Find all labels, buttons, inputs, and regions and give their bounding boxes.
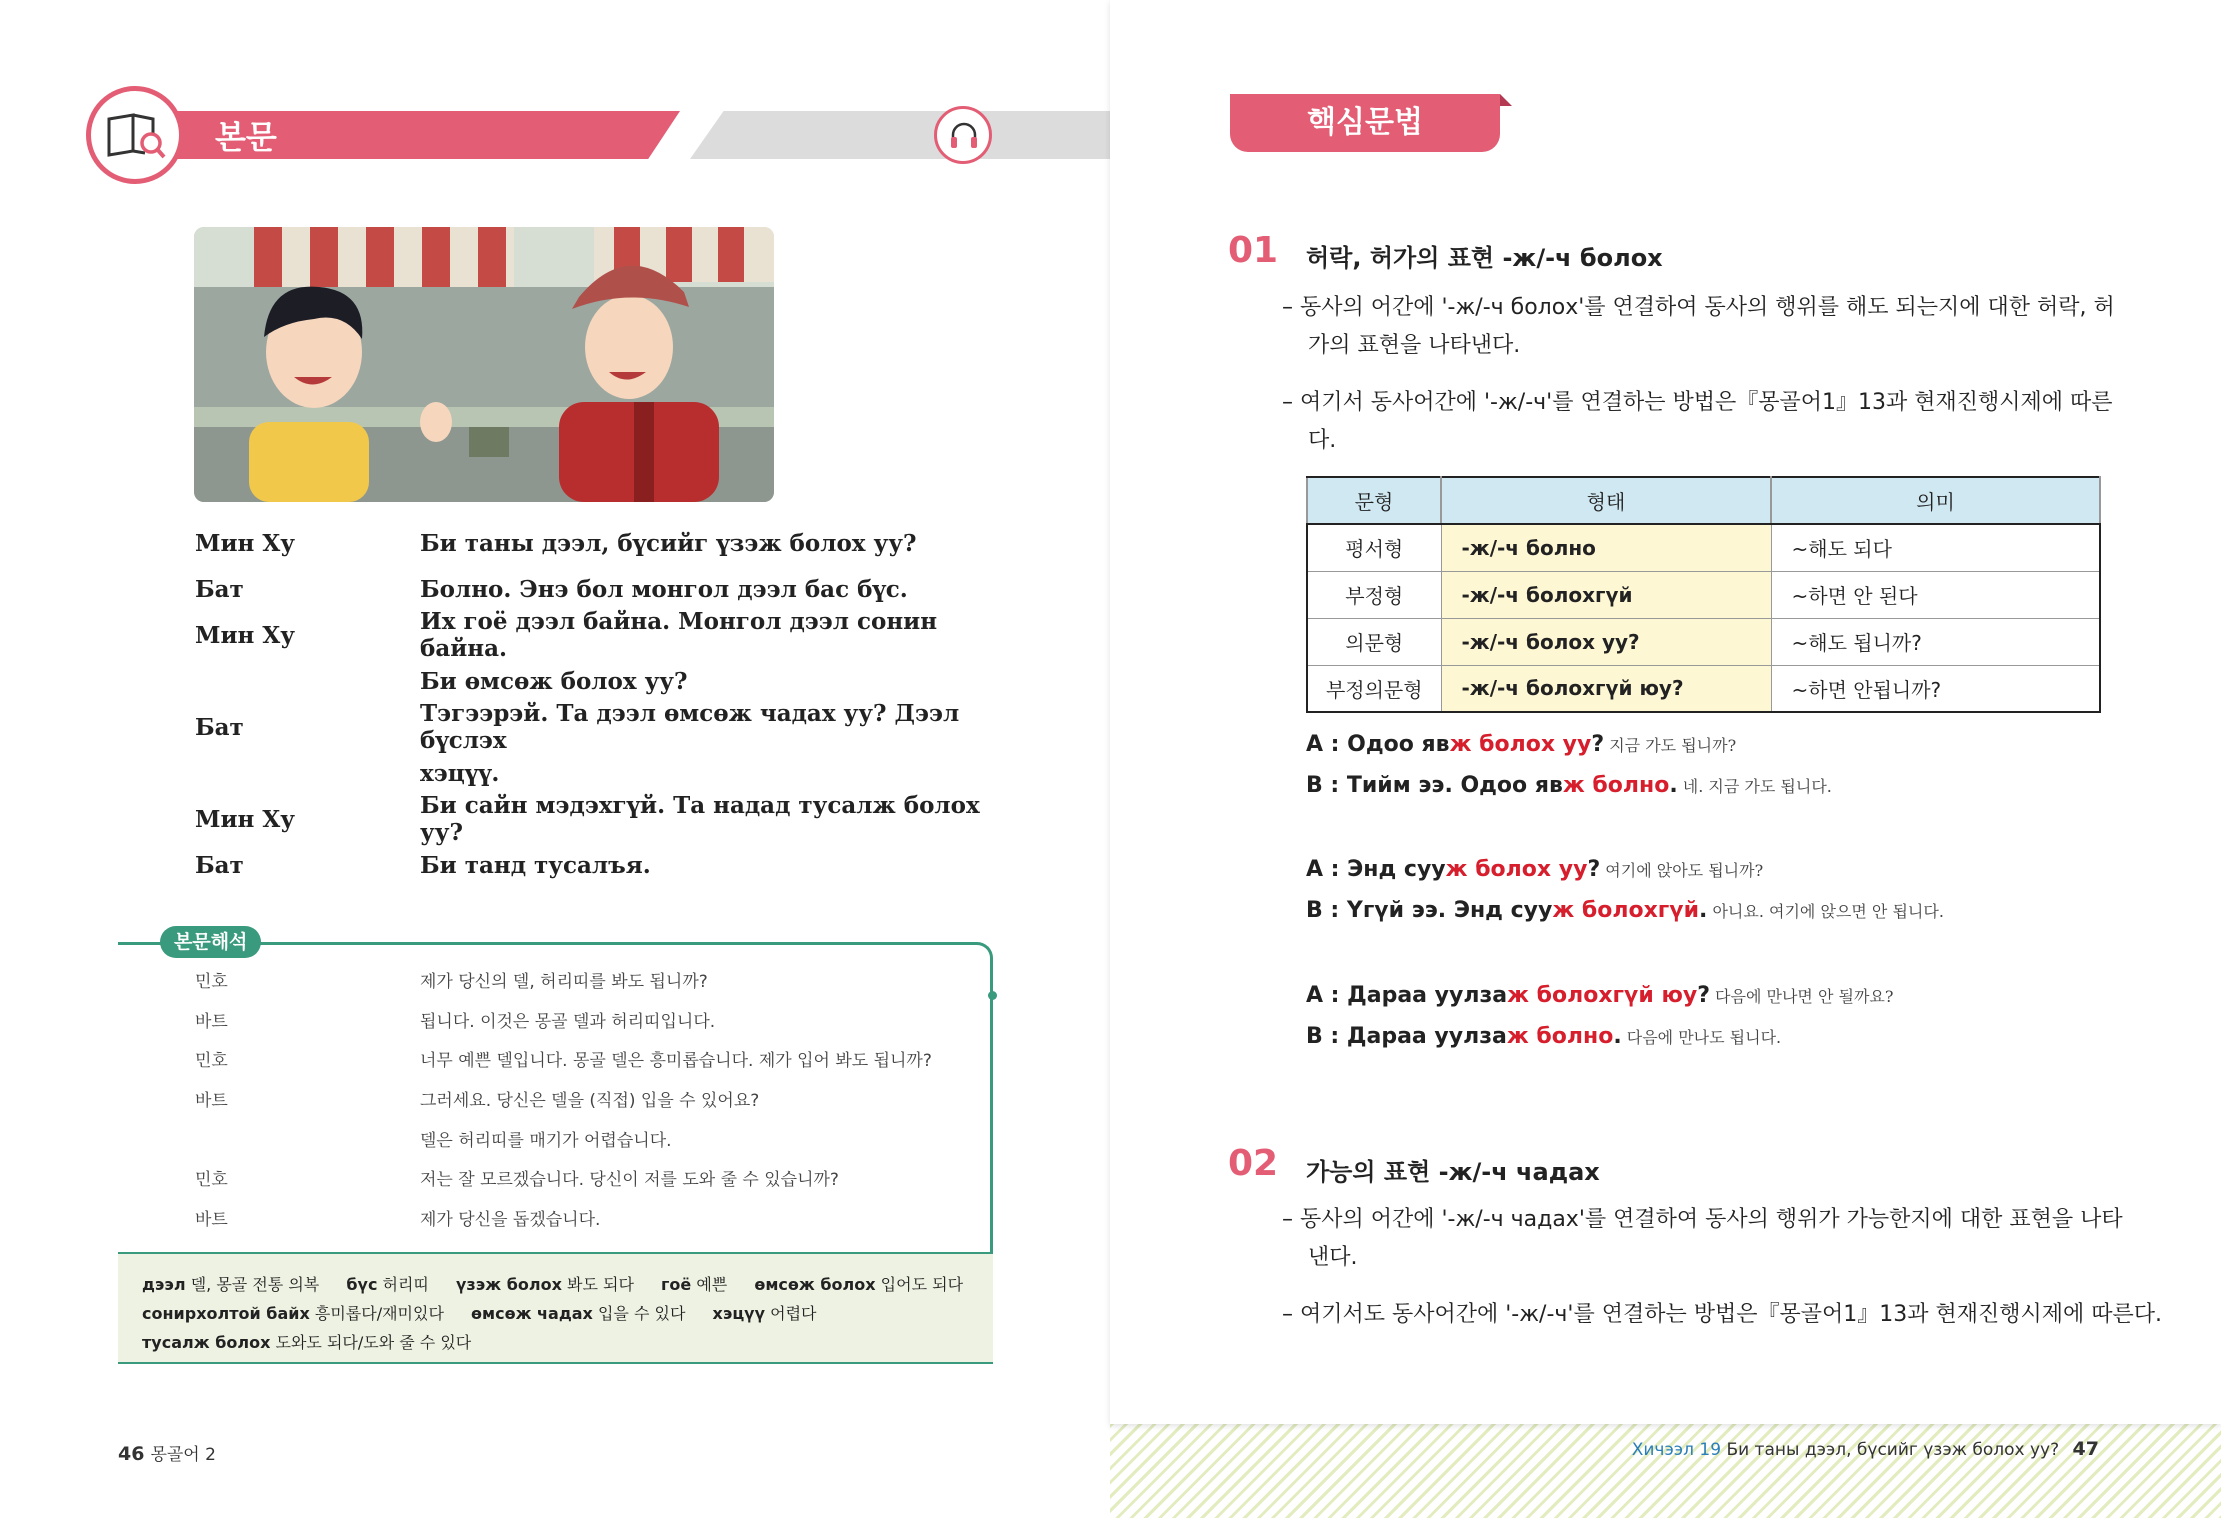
- section-title: 허락, 허가의 표현 -ж/-ч болох: [1306, 244, 1663, 272]
- vocab-meaning: 봐도 되다: [567, 1275, 634, 1294]
- example-text: A : Дараа уулза: [1306, 983, 1508, 1008]
- dialogue-line: Би таны дээл, бүсийг үзэж болох уу?: [420, 529, 917, 557]
- example-text: B : Үгүй ээ. Энд суу: [1306, 898, 1553, 923]
- vocab-word: өмсөж болох: [754, 1275, 876, 1294]
- vocab-meaning: 입어도 되다: [880, 1275, 964, 1294]
- speaker: 민호: [195, 1051, 228, 1072]
- table-cell: 부정의문형: [1307, 665, 1441, 712]
- speaker: Бат: [195, 851, 244, 879]
- grammar-panel: [1110, 0, 2221, 1424]
- example-line: [1306, 1024, 1781, 1049]
- example-translation: 다음에 만나면 안 될까요?: [1709, 987, 1894, 1006]
- table-row: [1307, 665, 2100, 712]
- dialogue-illustration: [194, 227, 774, 502]
- example-translation: 아니요. 여기에 앉으면 안 됩니다.: [1707, 902, 1944, 921]
- translation-line: 제가 당신을 돕겠습니다.: [420, 1209, 601, 1230]
- speaker: Бат: [195, 575, 244, 603]
- paragraph: [1282, 289, 2212, 365]
- dialogue-line: Би өмсөж болох уу?: [420, 667, 688, 695]
- header-gray-band: [690, 111, 1110, 159]
- vocab-meaning: 도와도 되다/도와 줄 수 있다: [275, 1333, 472, 1352]
- vocab-line: [142, 1299, 969, 1328]
- table-cell: -ж/-ч болохгүй: [1441, 571, 1771, 618]
- translation-row: [195, 1079, 995, 1119]
- table-header: 문형: [1307, 477, 1441, 524]
- table-cell: ~하면 안됩니까?: [1771, 665, 2100, 712]
- translation-row: [195, 1198, 995, 1238]
- translation-list: [195, 960, 995, 1237]
- translation-row: [195, 1158, 995, 1198]
- table-header-row: [1307, 477, 2100, 524]
- example-text: A : Энд суу: [1306, 857, 1446, 882]
- lesson-title: Би таны дээл, бүсийг үзэж болох уу?: [1726, 1440, 2060, 1460]
- translation-row: [195, 1000, 995, 1040]
- table-cell: 부정형: [1307, 571, 1441, 618]
- vocab-word: дээл: [142, 1275, 186, 1294]
- table-cell: ~하면 안 된다: [1771, 571, 2100, 618]
- example-line: [1306, 732, 1736, 757]
- dialogue-row: [195, 520, 1025, 566]
- example-text: A : Одоо яв: [1306, 732, 1450, 757]
- dialogue-row: [195, 658, 1025, 704]
- table-cell: ~해도 되다: [1771, 524, 2100, 571]
- vocab-word: өмсөж чадах: [471, 1304, 593, 1323]
- dialogue-line: Би сайн мэдэхгүй. Та надад тусалж болох уу?: [420, 792, 980, 846]
- grammar-tab: 핵심문법: [1230, 94, 1500, 152]
- example-translation: 여기에 앉아도 됩니까?: [1600, 861, 1764, 880]
- table-header: 의미: [1771, 477, 2100, 524]
- paragraph: [1282, 1296, 2212, 1334]
- example-line: [1306, 773, 1832, 798]
- example-translation: 다음에 만나도 됩니다.: [1621, 1028, 1782, 1047]
- book-magnifier-icon: [86, 86, 184, 184]
- example-line: [1306, 898, 1944, 923]
- section-title: 본문: [215, 118, 277, 156]
- vocab-word: хэцүү: [712, 1304, 766, 1323]
- example-highlight: ж болох уу: [1449, 732, 1592, 757]
- vocabulary-box: [118, 1252, 993, 1364]
- translation-row: [195, 960, 995, 1000]
- vocab-word: сонирхолтой байх: [142, 1304, 310, 1323]
- dialogue-row: [195, 750, 1025, 796]
- speaker: 바트: [195, 1091, 228, 1112]
- example-translation: 지금 가도 됩니까?: [1604, 736, 1737, 755]
- left-page: [0, 0, 1110, 1518]
- vocab-word: үзэж болох: [456, 1275, 562, 1294]
- dialogue-row: [195, 700, 1025, 754]
- translation-title: 본문해석: [160, 926, 261, 958]
- vocab-meaning: 예쁜: [696, 1275, 728, 1294]
- example-translation: 네. 지금 가도 됩니다.: [1677, 777, 1832, 796]
- example-highlight: ж болох уу: [1445, 857, 1588, 882]
- dialogue: [195, 520, 1025, 888]
- paragraph-line: – 여기서도 동사어간에 '-ж/-ч'를 연결하는 방법은『몽골어1』13과 현재진행시제에 따른다.: [1282, 1302, 2162, 1327]
- paragraph-line: 가의 표현을 나타낸다.: [1308, 333, 1521, 358]
- vocab-meaning: 입을 수 있다: [597, 1304, 686, 1323]
- example-text: .: [1613, 1024, 1622, 1049]
- translation-line: 그러세요. 당신은 델을 (직접) 입을 수 있어요?: [420, 1091, 760, 1112]
- vocab-meaning: 어렵다: [770, 1304, 817, 1323]
- translation-line: 저는 잘 모르겠습니다. 당신이 저를 도와 줄 수 있습니까?: [420, 1170, 839, 1191]
- speaker: Бат: [195, 713, 244, 741]
- speaker: Мин Ху: [195, 805, 295, 833]
- vocab-word: гоё: [661, 1275, 692, 1294]
- speaker: 민호: [195, 972, 228, 993]
- vocab-line: [142, 1270, 969, 1299]
- table-cell: -ж/-ч болох уу?: [1441, 618, 1771, 665]
- example-text: .: [1669, 773, 1678, 798]
- example-line: [1306, 857, 1763, 882]
- section-number: 02: [1228, 1143, 1279, 1184]
- speaker: 바트: [195, 1011, 228, 1032]
- example-highlight: ж болохгүй: [1552, 898, 1700, 923]
- section-number: 01: [1228, 230, 1279, 271]
- example-highlight: ж болно: [1562, 773, 1670, 798]
- translation-row: [195, 1039, 995, 1079]
- page-number: 46: [118, 1443, 145, 1465]
- vocab-word: тусалж болох: [142, 1333, 271, 1352]
- dialogue-row: [195, 842, 1025, 888]
- speaker: Мин Ху: [195, 621, 295, 649]
- vocab-meaning: 흥미롭다/재미있다: [314, 1304, 444, 1323]
- table-cell: ~해도 됩니까?: [1771, 618, 2100, 665]
- section-title: 가능의 표현 -ж/-ч чадах: [1306, 1158, 1600, 1186]
- vocab-word: бүс: [346, 1275, 378, 1294]
- dialogue-row: [195, 608, 1025, 662]
- example-text: B : Дараа уулза: [1306, 1024, 1507, 1049]
- example-line: [1306, 983, 1893, 1008]
- vocab-line: [142, 1328, 969, 1357]
- page-footer-right: [1632, 1438, 2099, 1460]
- headphones-icon[interactable]: [934, 106, 992, 164]
- table-cell: -ж/-ч болно: [1441, 524, 1771, 571]
- paragraph: [1282, 384, 2212, 460]
- table-header: 형태: [1441, 477, 1771, 524]
- speaker: 민호: [195, 1170, 228, 1191]
- right-page: [1110, 0, 2221, 1518]
- translation-row: [195, 1118, 995, 1158]
- book-title: 몽골어 2: [150, 1445, 216, 1465]
- translation-line: 제가 당신의 델, 허리띠를 봐도 됩니까?: [420, 972, 708, 993]
- paragraph-line: 낸다.: [1308, 1245, 1358, 1270]
- paragraph-line: – 동사의 어간에 '-ж/-ч чадах'를 연결하여 동사의 행위가 가능한지에 대한 표현을 나타: [1282, 1207, 2123, 1232]
- speaker: Мин Ху: [195, 529, 295, 557]
- translation-line: 됩니다. 이것은 몽골 델과 허리띠입니다.: [420, 1011, 716, 1032]
- table-cell: -ж/-ч болохгүй юу?: [1441, 665, 1771, 712]
- table-cell: 평서형: [1307, 524, 1441, 571]
- dialogue-line: Тэгээрэй. Та дээл өмсөж чадах уу? Дээл бүслэх: [420, 700, 960, 754]
- table-row: [1307, 571, 2100, 618]
- translation-line: 너무 예쁜 델입니다. 몽골 델은 흥미롭습니다. 제가 입어 봐도 됩니까?: [420, 1051, 932, 1072]
- vocab-meaning: 델, 몽골 전통 의복: [190, 1275, 320, 1294]
- dialogue-line: Би танд тусалъя.: [420, 851, 651, 879]
- dialogue-line: Их гоё дээл байна. Монгол дээл сонин байна.: [420, 608, 938, 662]
- speaker: 바트: [195, 1209, 228, 1230]
- table-cell: 의문형: [1307, 618, 1441, 665]
- dialogue-line: Болно. Энэ бол монгол дээл бас бүс.: [420, 575, 908, 603]
- dialogue-row: [195, 792, 1025, 846]
- lesson-label: Хичээл 19: [1631, 1440, 1722, 1460]
- page-number: 47: [2072, 1438, 2099, 1460]
- tab-fold: [1500, 94, 1512, 106]
- grammar-table: [1306, 476, 2101, 713]
- translation-line: 델은 허리띠를 매기가 어렵습니다.: [420, 1130, 672, 1151]
- paragraph-line: – 여기서 동사어간에 '-ж/-ч'를 연결하는 방법은『몽골어1』13과 현재진행시제에 따른: [1282, 390, 2113, 415]
- paragraph-line: 다.: [1308, 428, 1337, 453]
- example-highlight: ж болохгүй юу: [1507, 983, 1698, 1008]
- page-footer-left: [118, 1440, 216, 1465]
- vocab-meaning: 허리띠: [382, 1275, 429, 1294]
- dialogue-row: [195, 566, 1025, 612]
- example-highlight: ж болно: [1506, 1024, 1614, 1049]
- example-text: ?: [1591, 732, 1605, 757]
- paragraph: [1282, 1201, 2212, 1277]
- table-row: [1307, 524, 2100, 571]
- dialogue-line: хэцүү.: [420, 759, 500, 787]
- paragraph-line: – 동사의 어간에 '-ж/-ч болох'를 연결하여 동사의 행위를 해도 되는지에 대한 허락, 허: [1282, 295, 2115, 320]
- table-row: [1307, 618, 2100, 665]
- example-text: ?: [1697, 983, 1710, 1008]
- example-text: B : Тийм ээ. Одоо яв: [1306, 773, 1563, 798]
- example-text: ?: [1587, 857, 1601, 882]
- example-text: .: [1699, 898, 1708, 923]
